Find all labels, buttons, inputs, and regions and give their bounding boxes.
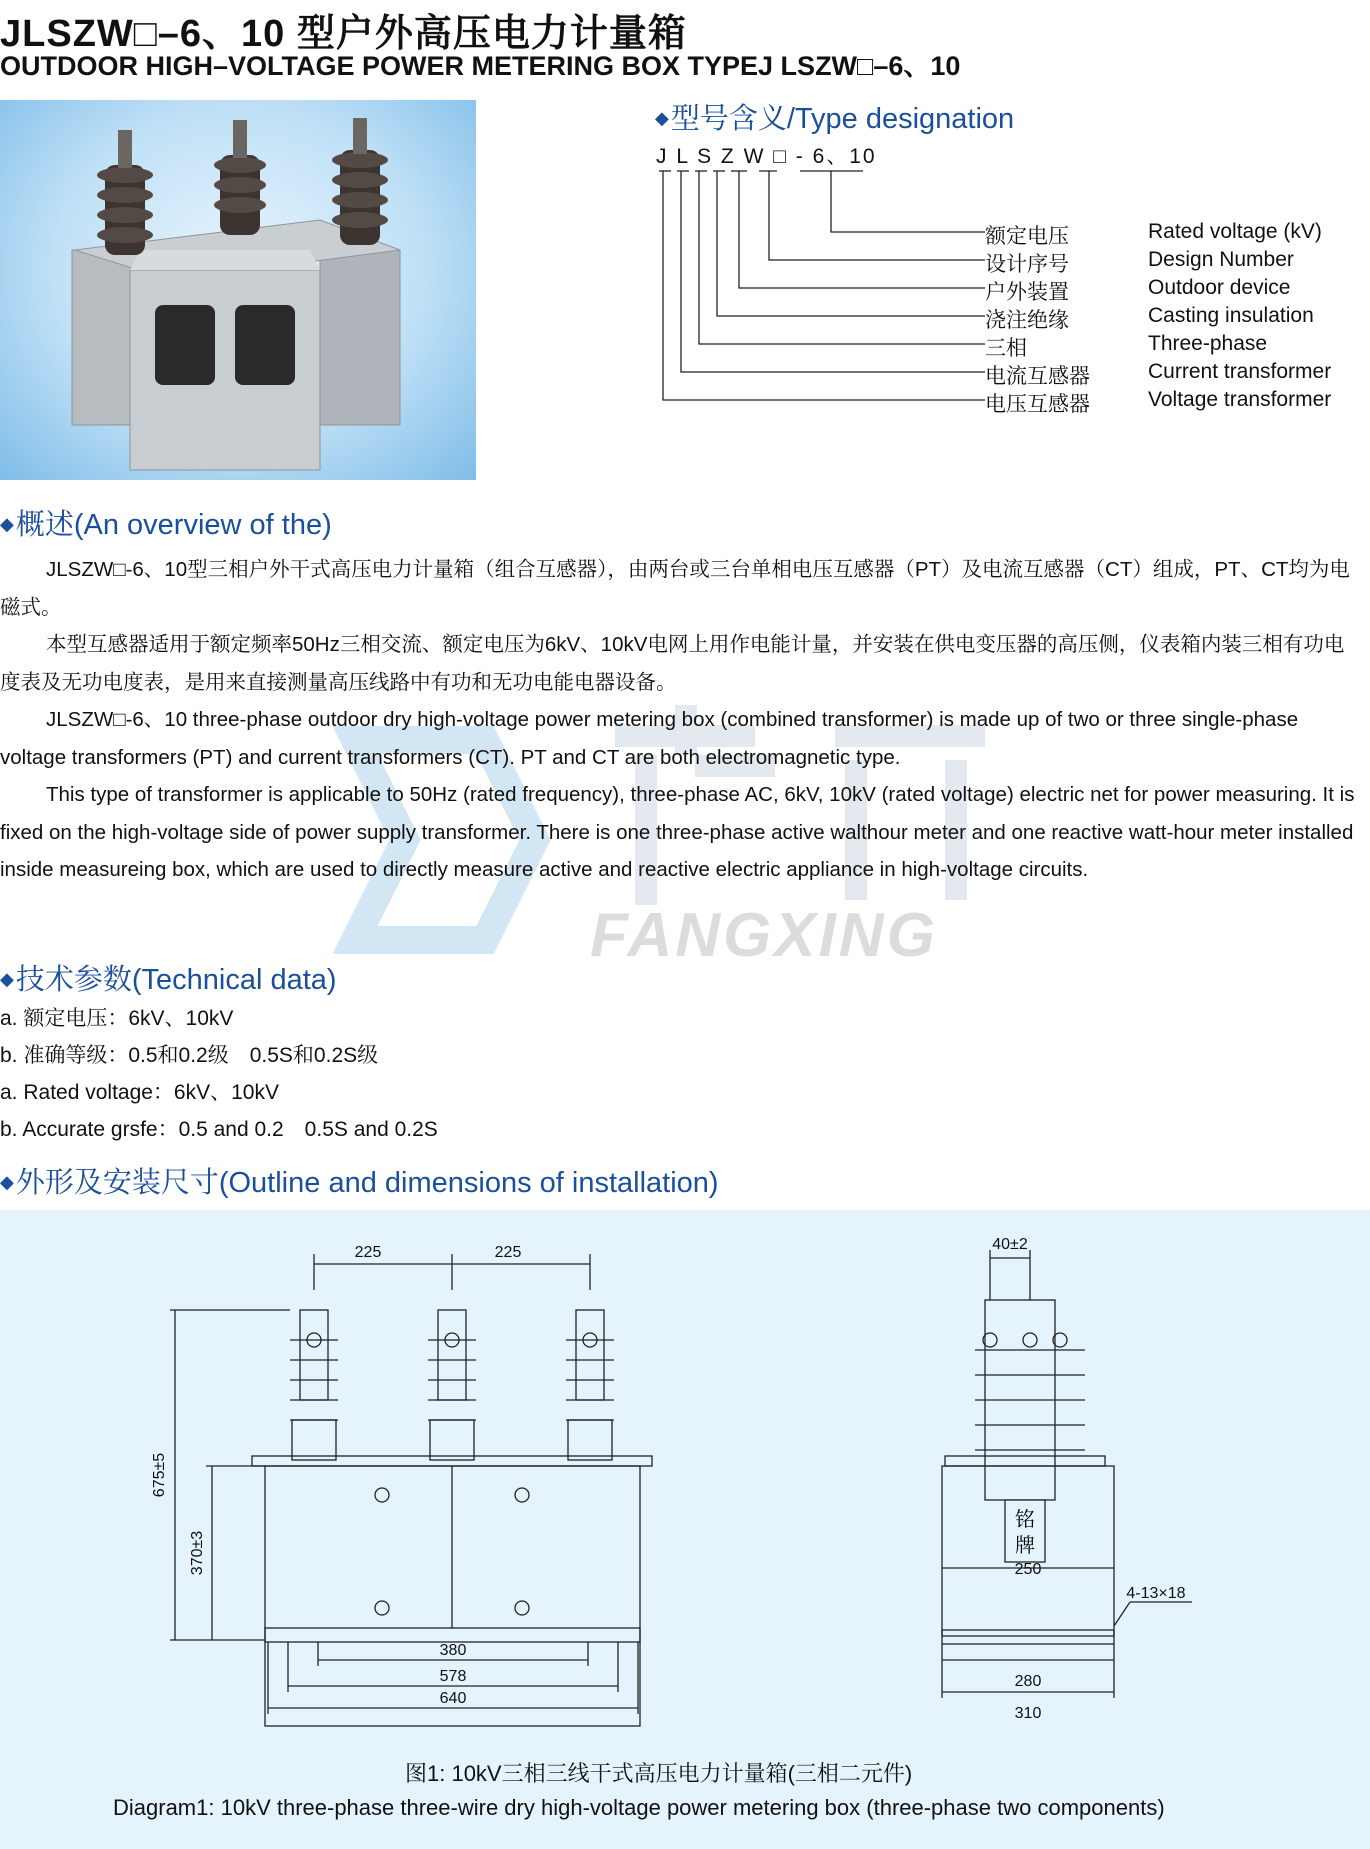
designation-item-cn: 户外装置 bbox=[985, 281, 1069, 304]
designation-item-en: Rated voltage (kV) bbox=[1148, 220, 1322, 243]
product-photo bbox=[0, 100, 476, 480]
designation-item-cn: 三相 bbox=[985, 337, 1027, 360]
overview-paragraph: 本型互感器适用于额定频率50Hz三相交流、额定电压为6kV、10kV电网上用作电能计量，并安装在供电变压器的高压侧，仪表箱内装三相有功电度表及无功电度表，是用来直接测量高压线路中有功和无功电能电器设备。 bbox=[0, 633, 1345, 694]
technical-line: b. 准确等级：0.5和0.2级 0.5S和0.2S级 bbox=[0, 1044, 379, 1067]
designation-item-cn: 浇注绝缘 bbox=[985, 309, 1069, 332]
page-subtitle: OUTDOOR HIGH–VOLTAGE POWER METERING BOX TYPEJ LSZW□–6、10 bbox=[0, 51, 961, 81]
bullet-icon: ◆ bbox=[0, 514, 14, 534]
outline-heading: ◆外形及安装尺寸(Outline and dimensions of installation) bbox=[0, 1167, 719, 1199]
overview-text bbox=[0, 551, 1362, 889]
technical-line: a. Rated voltage：6kV、10kV bbox=[0, 1081, 279, 1104]
overview-heading: ◆概述(An overview of the) bbox=[0, 509, 332, 541]
dim-label: 4-13×18 bbox=[1126, 1585, 1186, 1602]
dim-label: 370±3 bbox=[189, 1530, 206, 1576]
front-view-drawing bbox=[140, 1230, 680, 1730]
model-code: J L S Z W □ - 6、10 bbox=[656, 145, 877, 168]
designation-item-en: Outdoor device bbox=[1148, 276, 1291, 299]
watermark-brand: FANGXING bbox=[590, 901, 938, 970]
designation-item-en: Casting insulation bbox=[1148, 304, 1314, 327]
dim-label: 250 bbox=[1014, 1561, 1042, 1578]
designation-item-en: Design Number bbox=[1148, 248, 1294, 271]
overview-paragraph: This type of transformer is applicable to 50Hz (rated frequency), three-phase AC, 6kV, 10kV (rated voltage) electric net for power measuring. It is fixed on the high-voltage side of power supply transformer. There is one three-phase active walthour meter and one reactive watt-hour meter installed inside measureing box, which are used to directly measure active and reactive electric appliance in high-voltage circuits. bbox=[0, 783, 1355, 881]
diagram-caption-cn: 图1: 10kV三相三线干式高压电力计量箱(三相二元件) bbox=[405, 1761, 913, 1786]
dim-label: 280 bbox=[1014, 1673, 1042, 1690]
diagram-caption-en: Diagram1: 10kV three-phase three-wire dry high-voltage power metering box (three-phase two components) bbox=[113, 1795, 1165, 1820]
technical-line: a. 额定电压：6kV、10kV bbox=[0, 1007, 234, 1030]
nameplate-label: 牌 bbox=[1015, 1533, 1035, 1557]
dim-label: 675±5 bbox=[151, 1452, 168, 1498]
overview-paragraph: JLSZW□-6、10型三相户外干式高压电力计量箱（组合互感器），由两台或三台单相电压互感器（PT）及电流互感器（CT）组成，PT、CT均为电磁式。 bbox=[0, 558, 1350, 619]
dim-label: 380 bbox=[439, 1642, 467, 1659]
type-designation-heading: ◆型号含义/Type designation bbox=[655, 103, 1015, 135]
designation-item-en: Three-phase bbox=[1148, 332, 1268, 355]
metering-box-illustration bbox=[0, 100, 476, 480]
designation-item-cn: 设计序号 bbox=[985, 253, 1069, 276]
overview-paragraph: JLSZW□-6、10 three-phase outdoor dry high-voltage power metering box (combined transformer) is made up of two or three single-phase voltage transformers (PT) and current transformers (CT). PT and CT are both electromagnetic type. bbox=[0, 708, 1299, 769]
designation-leader-lines bbox=[655, 165, 995, 415]
designation-item-cn: 额定电压 bbox=[985, 225, 1069, 248]
side-view-drawing bbox=[930, 1230, 1220, 1730]
bullet-icon: ◆ bbox=[0, 1172, 14, 1192]
designation-item-cn: 电流互感器 bbox=[985, 365, 1090, 388]
bullet-icon: ◆ bbox=[0, 969, 14, 989]
technical-heading: ◆技术参数(Technical data) bbox=[0, 964, 337, 996]
designation-item-en: Voltage transformer bbox=[1148, 388, 1332, 411]
dim-label: 225 bbox=[494, 1244, 522, 1261]
dim-label: 578 bbox=[439, 1668, 467, 1685]
dim-label: 310 bbox=[1014, 1705, 1042, 1722]
dim-label: 225 bbox=[354, 1244, 382, 1261]
page-title: JLSZW□–6、10 型户外高压电力计量箱 bbox=[0, 13, 687, 55]
dim-label: 640 bbox=[439, 1690, 467, 1707]
designation-item-cn: 电压互感器 bbox=[985, 393, 1090, 416]
designation-item-en: Current transformer bbox=[1148, 360, 1332, 383]
nameplate-label: 铭 bbox=[1015, 1507, 1035, 1531]
dim-label: 40±2 bbox=[992, 1236, 1028, 1253]
bullet-icon: ◆ bbox=[655, 108, 669, 128]
technical-line: b. Accurate grsfe：0.5 and 0.2 0.5S and 0.2S bbox=[0, 1118, 438, 1141]
